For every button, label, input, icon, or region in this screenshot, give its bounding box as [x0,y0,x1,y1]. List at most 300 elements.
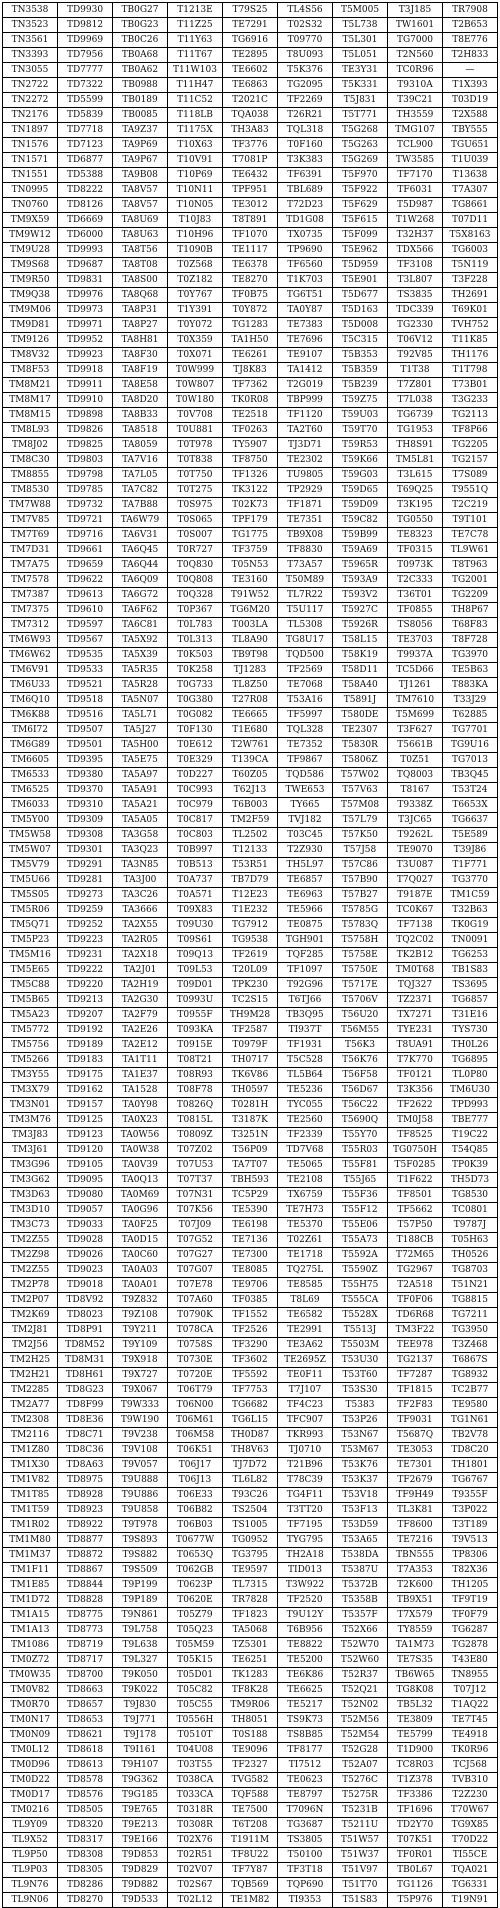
table-cell: TG7211 [443,1308,498,1323]
table-cell: TD1G08 [278,213,333,228]
table-row [3,258,498,273]
table-cell: T7081P [223,153,278,168]
table-row [3,273,498,288]
table-cell: TA1412 [278,363,333,378]
table-row [3,1488,498,1503]
table-cell: T8T891 [223,213,278,228]
table-cell: TDC339 [388,303,443,318]
table-cell: T53T60 [333,1368,388,1383]
table-cell: T59B99 [333,528,388,543]
table-cell: T05D01 [168,1668,223,1683]
table-cell: TD9716 [58,528,113,543]
table-cell: T5383 [333,1398,388,1413]
table-cell: T0P367 [168,603,223,618]
table-cell: TE4918 [443,1728,498,1743]
table-cell: TD9162 [58,1083,113,1098]
table-cell: T5E962 [333,243,388,258]
table-cell: TD8700 [58,1668,113,1683]
table-cell: TN3561 [3,33,58,48]
table-cell: T06B82 [168,1503,223,1518]
table-cell: T69Q25 [388,483,443,498]
table-cell: T1F622 [388,1173,443,1188]
table-cell: TM7D31 [3,543,58,558]
table-cell: T5276C [333,1773,388,1788]
table-cell: TD8717 [58,1653,113,1668]
table-cell: TA0V39 [113,1158,168,1173]
table-cell: T0W807 [168,378,223,393]
table-cell: T5785G [333,903,388,918]
table-cell: TD9501 [58,738,113,753]
table-cell: TF7170 [388,168,443,183]
table-cell: TVG582 [223,1773,278,1788]
table-cell: TG2001 [443,573,498,588]
table-cell: T555CA [333,1293,388,1308]
table-cell: T9J178 [113,1728,168,1743]
table-cell: T04U08 [168,1743,223,1758]
table-cell: T0A571 [168,888,223,903]
table-cell: TG2205 [443,438,498,453]
table-cell: T5528X [333,1308,388,1323]
table-cell: TC5P29 [223,1188,278,1203]
table-cell: TD9535 [58,648,113,663]
table-row [3,1293,498,1308]
table-row [3,1503,498,1518]
table-cell: TE8822 [278,1638,333,1653]
table-row [3,468,498,483]
table-cell: T0979F [223,1038,278,1053]
table-cell: T70W67 [443,1803,498,1818]
table-cell: TF1931 [278,1038,333,1053]
table-cell: TM2285 [3,1383,58,1398]
table-cell: TM7387 [3,588,58,603]
table-cell: T52M56 [333,1713,388,1728]
table-row [3,1038,498,1053]
table-cell: TA5A91 [113,783,168,798]
table-cell: TB3Q95 [278,1008,333,1023]
table-cell: TD9192 [58,1023,113,1038]
table-cell: TF3602 [223,1353,278,1368]
table-cell: TE5370 [278,1218,333,1233]
table-cell: T11K85 [443,333,498,348]
table-cell: T52X66 [333,1623,388,1638]
table-cell: T05N53 [223,558,278,573]
table-cell: TD8872 [58,1548,113,1563]
table-cell: TYS730 [443,1023,498,1038]
table-cell: TD9080 [58,1188,113,1203]
table-cell: TN8955 [443,1668,498,1683]
table-cell: TG2095 [278,78,333,93]
table-cell: T52Q21 [333,1683,388,1698]
table-row [3,498,498,513]
table-cell: TE5B63 [443,663,498,678]
table-cell: TH0L26 [443,1038,498,1053]
table-cell: TS3805 [278,1833,333,1848]
table-cell: T5X8163 [443,228,498,243]
table-cell: TD9123 [58,1128,113,1143]
table-cell: TF1823 [223,1608,278,1623]
table-cell: TA1H50 [223,333,278,348]
table-cell: T07K56 [168,1203,223,1218]
table-cell: TD9183 [58,1053,113,1068]
table-row [3,633,498,648]
table-cell: T07K51 [388,1833,443,1848]
table-cell: T70D22 [443,1833,498,1848]
table-cell: T06J17 [168,1458,223,1473]
table-cell: TG9538 [223,933,278,948]
table-cell: T1F771 [443,858,498,873]
table-cell: TA0W56 [113,1128,168,1143]
table-cell: T58L15 [333,633,388,648]
table-cell: TF9T19 [443,1593,498,1608]
table-cell: TQA021 [443,1863,498,1878]
table-cell: T02S67 [168,1878,223,1893]
table-cell: T02V07 [168,1863,223,1878]
table-cell: T51W57 [333,1833,388,1848]
table-cell: TA5A97 [113,768,168,783]
table-cell: T0S007 [168,528,223,543]
table-cell: TP2929 [278,483,333,498]
table-cell: T09770 [278,33,333,48]
table-cell: TM0216 [3,1803,58,1818]
table-cell: TM3M76 [3,1113,58,1128]
table-cell: TE2518 [223,408,278,423]
table-cell: TD9105 [58,1158,113,1173]
table-cell: TA5R28 [113,678,168,693]
table-cell: T1Y391 [168,303,223,318]
table-cell: TA2X18 [113,948,168,963]
table-cell: T39C21 [388,93,443,108]
table-cell: TM2J81 [3,1323,58,1338]
table-cell: T003LA [223,618,278,633]
table-cell: TD7123 [58,138,113,153]
table-row [3,1668,498,1683]
table-cell: TF8U22 [223,1848,278,1863]
table-cell: TD9026 [58,1248,113,1263]
table-cell: TG1283 [223,318,278,333]
table-cell: T5717E [333,978,388,993]
table-cell: TD9207 [58,1008,113,1023]
table-cell: T7A353 [388,1563,443,1578]
table-cell: TK2B12 [388,948,443,963]
table-cell: T08R93 [168,1068,223,1083]
table-cell: TA8F30 [113,348,168,363]
table-cell: TE7696 [278,333,333,348]
table-cell: TD8E36 [58,1413,113,1428]
table-cell: TM5P23 [3,933,58,948]
table-cell: TD9610 [58,603,113,618]
table-cell: T0A737 [168,873,223,888]
table-cell: TF6031 [388,183,443,198]
table-cell: TBH593 [223,1173,278,1188]
table-cell: TY665 [278,798,333,813]
table-cell: TL4S56 [278,3,333,18]
table-cell: TL9Y09 [3,1818,58,1833]
table-cell: T06N00 [168,1398,223,1413]
table-cell: TN3055 [3,63,58,78]
table-cell: TA2F79 [113,1008,168,1023]
table-cell: T5E589 [443,828,498,843]
table-cell: T3W922 [278,1578,333,1593]
table-cell: TD9918 [58,363,113,378]
table-cell: TM5W07 [3,843,58,858]
table-cell: TE8797 [278,1788,333,1803]
table-cell: T55F81 [333,1158,388,1173]
table-cell: TA5N07 [113,693,168,708]
table-cell: TD8126 [58,198,113,213]
table-cell: T07G52 [168,1233,223,1248]
table-row [3,1458,498,1473]
table-cell: TF1552 [223,1308,278,1323]
table-cell: TF1120 [278,408,333,423]
table-cell: TW1601 [388,18,443,33]
table-cell: T53A65 [333,1533,388,1548]
table-cell: TM6W93 [3,633,58,648]
table-row [3,1593,498,1608]
table-cell: TVJ182 [278,813,333,828]
table-cell: TA8U69 [113,213,168,228]
table-cell: TYC055 [278,1098,333,1113]
table-row [3,918,498,933]
table-cell: T5N119 [443,258,498,273]
table-cell: T5513J [333,1323,388,1338]
table-cell: TJ1283 [223,663,278,678]
table-cell: T9338Z [388,798,443,813]
table-cell: TD8P91 [58,1323,113,1338]
table-cell: T55Y70 [333,1128,388,1143]
table-cell: TG0750H [388,1143,443,1158]
table-cell: TH1801 [443,1458,498,1473]
table-cell: T0C993 [168,783,223,798]
table-cell: TF9867 [278,753,333,768]
table-row [3,1398,498,1413]
table-row [3,288,498,303]
table-cell: T26R21 [278,108,333,123]
table-cell: TA5L71 [113,708,168,723]
table-cell: TM2H21 [3,1368,58,1383]
table-cell: TF2569 [278,663,333,678]
table-cell: TD8C36 [58,1443,113,1458]
table-row [3,153,498,168]
table-cell: TM3J83 [3,1128,58,1143]
table-cell: TF8501 [388,1188,443,1203]
table-cell: TB9T98 [223,648,278,663]
table-cell: TC0R96 [388,63,443,78]
table-cell: TN2176 [3,108,58,123]
table-cell: TF2327 [223,1758,278,1773]
table-cell: T57B90 [333,873,388,888]
table-cell: TD9301 [58,843,113,858]
table-cell: T5783Q [333,918,388,933]
table-cell: T59R53 [333,438,388,453]
table-row [3,1338,498,1353]
table-cell: TE7352 [278,738,333,753]
table-cell: T593V2 [333,588,388,603]
table-cell: T0G380 [168,693,223,708]
table-cell: T3L615 [388,468,443,483]
table-cell: TG6L15 [223,1413,278,1428]
table-cell: TK3122 [223,483,278,498]
table-cell: TVH752 [443,318,498,333]
table-cell: TF8525 [388,1128,443,1143]
table-cell: TE3012 [223,198,278,213]
table-cell: TMG107 [388,123,443,138]
table-row [3,93,498,108]
table-cell: T0915E [168,1038,223,1053]
table-cell: T51V97 [333,1863,388,1878]
table-cell: TC2B77 [443,1383,498,1398]
table-cell: T5690Q [333,1113,388,1128]
table-row [3,933,498,948]
table-cell: TE2560 [278,1113,333,1128]
table-cell: TE7300 [223,1248,278,1263]
table-cell: T0973K [388,558,443,573]
table-cell: TD8773 [58,1623,113,1638]
table-cell: TG3970 [443,648,498,663]
table-cell: T038CA [168,1773,223,1788]
table-cell: TL9N06 [3,1893,58,1908]
table-cell: T2H833 [443,48,498,63]
table-cell: TYG795 [278,1533,333,1548]
table-cell: TD9826 [58,423,113,438]
table-cell: TS2504 [223,1503,278,1518]
table-cell: TVB310 [443,1773,498,1788]
table-cell: T05M59 [168,1638,223,1653]
table-cell: TF9H49 [388,1488,443,1503]
table-cell: TS9K73 [278,1713,333,1728]
table-cell: T11W103 [168,63,223,78]
table-cell: TD9785 [58,483,113,498]
table-cell: TF5997 [278,708,333,723]
table-cell: TG7013 [443,753,498,768]
table-cell: TA6C81 [113,618,168,633]
table-cell: TW3585 [388,153,443,168]
table-cell: T8L69 [278,1293,333,1308]
table-cell: TG9X85 [443,1818,498,1833]
table-cell: TF2269 [278,93,333,108]
table-cell: T92G96 [278,978,333,993]
table-cell: TM1R02 [3,1518,58,1533]
table-cell: T0V708 [168,408,223,423]
table-cell: TM7A75 [3,558,58,573]
table-cell: TE5200 [278,1653,333,1668]
table-cell: TF1696 [388,1803,443,1818]
table-cell: T5K376 [278,63,333,78]
table-row [3,888,498,903]
table-cell: T0815L [168,1113,223,1128]
table-cell: TI55CE [443,1848,498,1863]
table-cell: TE2695Z [278,1353,333,1368]
table-cell: TD9930 [58,3,113,18]
table-cell: TF2679 [388,1473,443,1488]
table-cell: TI937T [278,1023,333,1038]
table-cell: TM3J61 [3,1143,58,1158]
table-cell: TA0A01 [113,1278,168,1293]
table-cell: TM5V79 [3,858,58,873]
table-cell: TA8F19 [113,363,168,378]
table-cell: T51S83 [333,1893,388,1908]
table-cell: TD9125 [58,1113,113,1128]
table-cell: TB2V78 [443,1428,498,1443]
table-cell: TB0A62 [113,63,168,78]
table-row [3,513,498,528]
table-cell: T32H37 [388,228,443,243]
table-cell: T09D01 [168,978,223,993]
table-cell: TD9273 [58,888,113,903]
table-cell: TM9S68 [3,258,58,273]
table-cell: TA8T08 [113,258,168,273]
table-cell: TM1T85 [3,1488,58,1503]
table-cell: T10N05 [168,198,223,213]
table-cell: T57J58 [333,843,388,858]
table-cell: TG8703 [443,1263,498,1278]
table-cell: T9E765 [113,1803,168,1818]
table-cell: T08T21 [168,1053,223,1068]
table-cell: TG3950 [443,1323,498,1338]
table-cell: TE9070 [388,843,443,858]
table-cell: TF3108 [388,258,443,273]
table-cell: T53N67 [333,1428,388,1443]
table-cell: T5891J [333,693,388,708]
table-row [3,1263,498,1278]
table-row [3,1023,498,1038]
table-cell: TB9X51 [388,1593,443,1608]
table-cell: TI9353 [278,1893,333,1908]
table-cell: T06V12 [388,333,443,348]
table-cell: T0F130 [168,723,223,738]
table-cell: TBY555 [443,123,498,138]
table-cell: TA5X39 [113,648,168,663]
table-cell: T5D987 [388,198,443,213]
table-cell: T52G28 [333,1743,388,1758]
table-cell: TPF179 [223,513,278,528]
table-cell: TN2722 [3,78,58,93]
table-cell: T9Z108 [113,1308,168,1323]
table-cell: TA3Q23 [113,843,168,858]
table-row [3,393,498,408]
table-row [3,1623,498,1638]
table-cell: T0826Q [168,1098,223,1113]
table-cell: TQJ327 [388,978,443,993]
table-cell: TA9Z37 [113,123,168,138]
table-cell: T9187E [388,888,443,903]
table-cell: TN0760 [3,198,58,213]
table-row [3,348,498,363]
table-cell: TM8M21 [3,378,58,393]
table-cell: TF7138 [388,918,443,933]
table-cell: TM2Z55 [3,1233,58,1248]
table-cell: T12E23 [223,888,278,903]
table-cell: TG6637 [443,813,498,828]
table-cell: TB1S83 [443,963,498,978]
table-cell: T06K51 [168,1443,223,1458]
table-cell: TD7V68 [278,1143,333,1158]
table-cell: TF3759 [223,543,278,558]
table-row [3,63,498,78]
table-cell: TD9659 [58,558,113,573]
table-cell: TG1N61 [443,1413,498,1428]
table-cell: TD9971 [58,318,113,333]
table-cell: TM0T68 [388,963,443,978]
table-cell: T51N21 [443,1278,498,1293]
table-cell: T57P50 [388,1218,443,1233]
table-cell: TD9993 [58,243,113,258]
table-row [3,1848,498,1863]
table-cell: TE5799 [388,1728,443,1743]
table-cell: TE1117 [223,243,278,258]
table-cell: T0318R [168,1803,223,1818]
table-cell: TF5662 [388,1203,443,1218]
table-cell: T59T70 [333,423,388,438]
